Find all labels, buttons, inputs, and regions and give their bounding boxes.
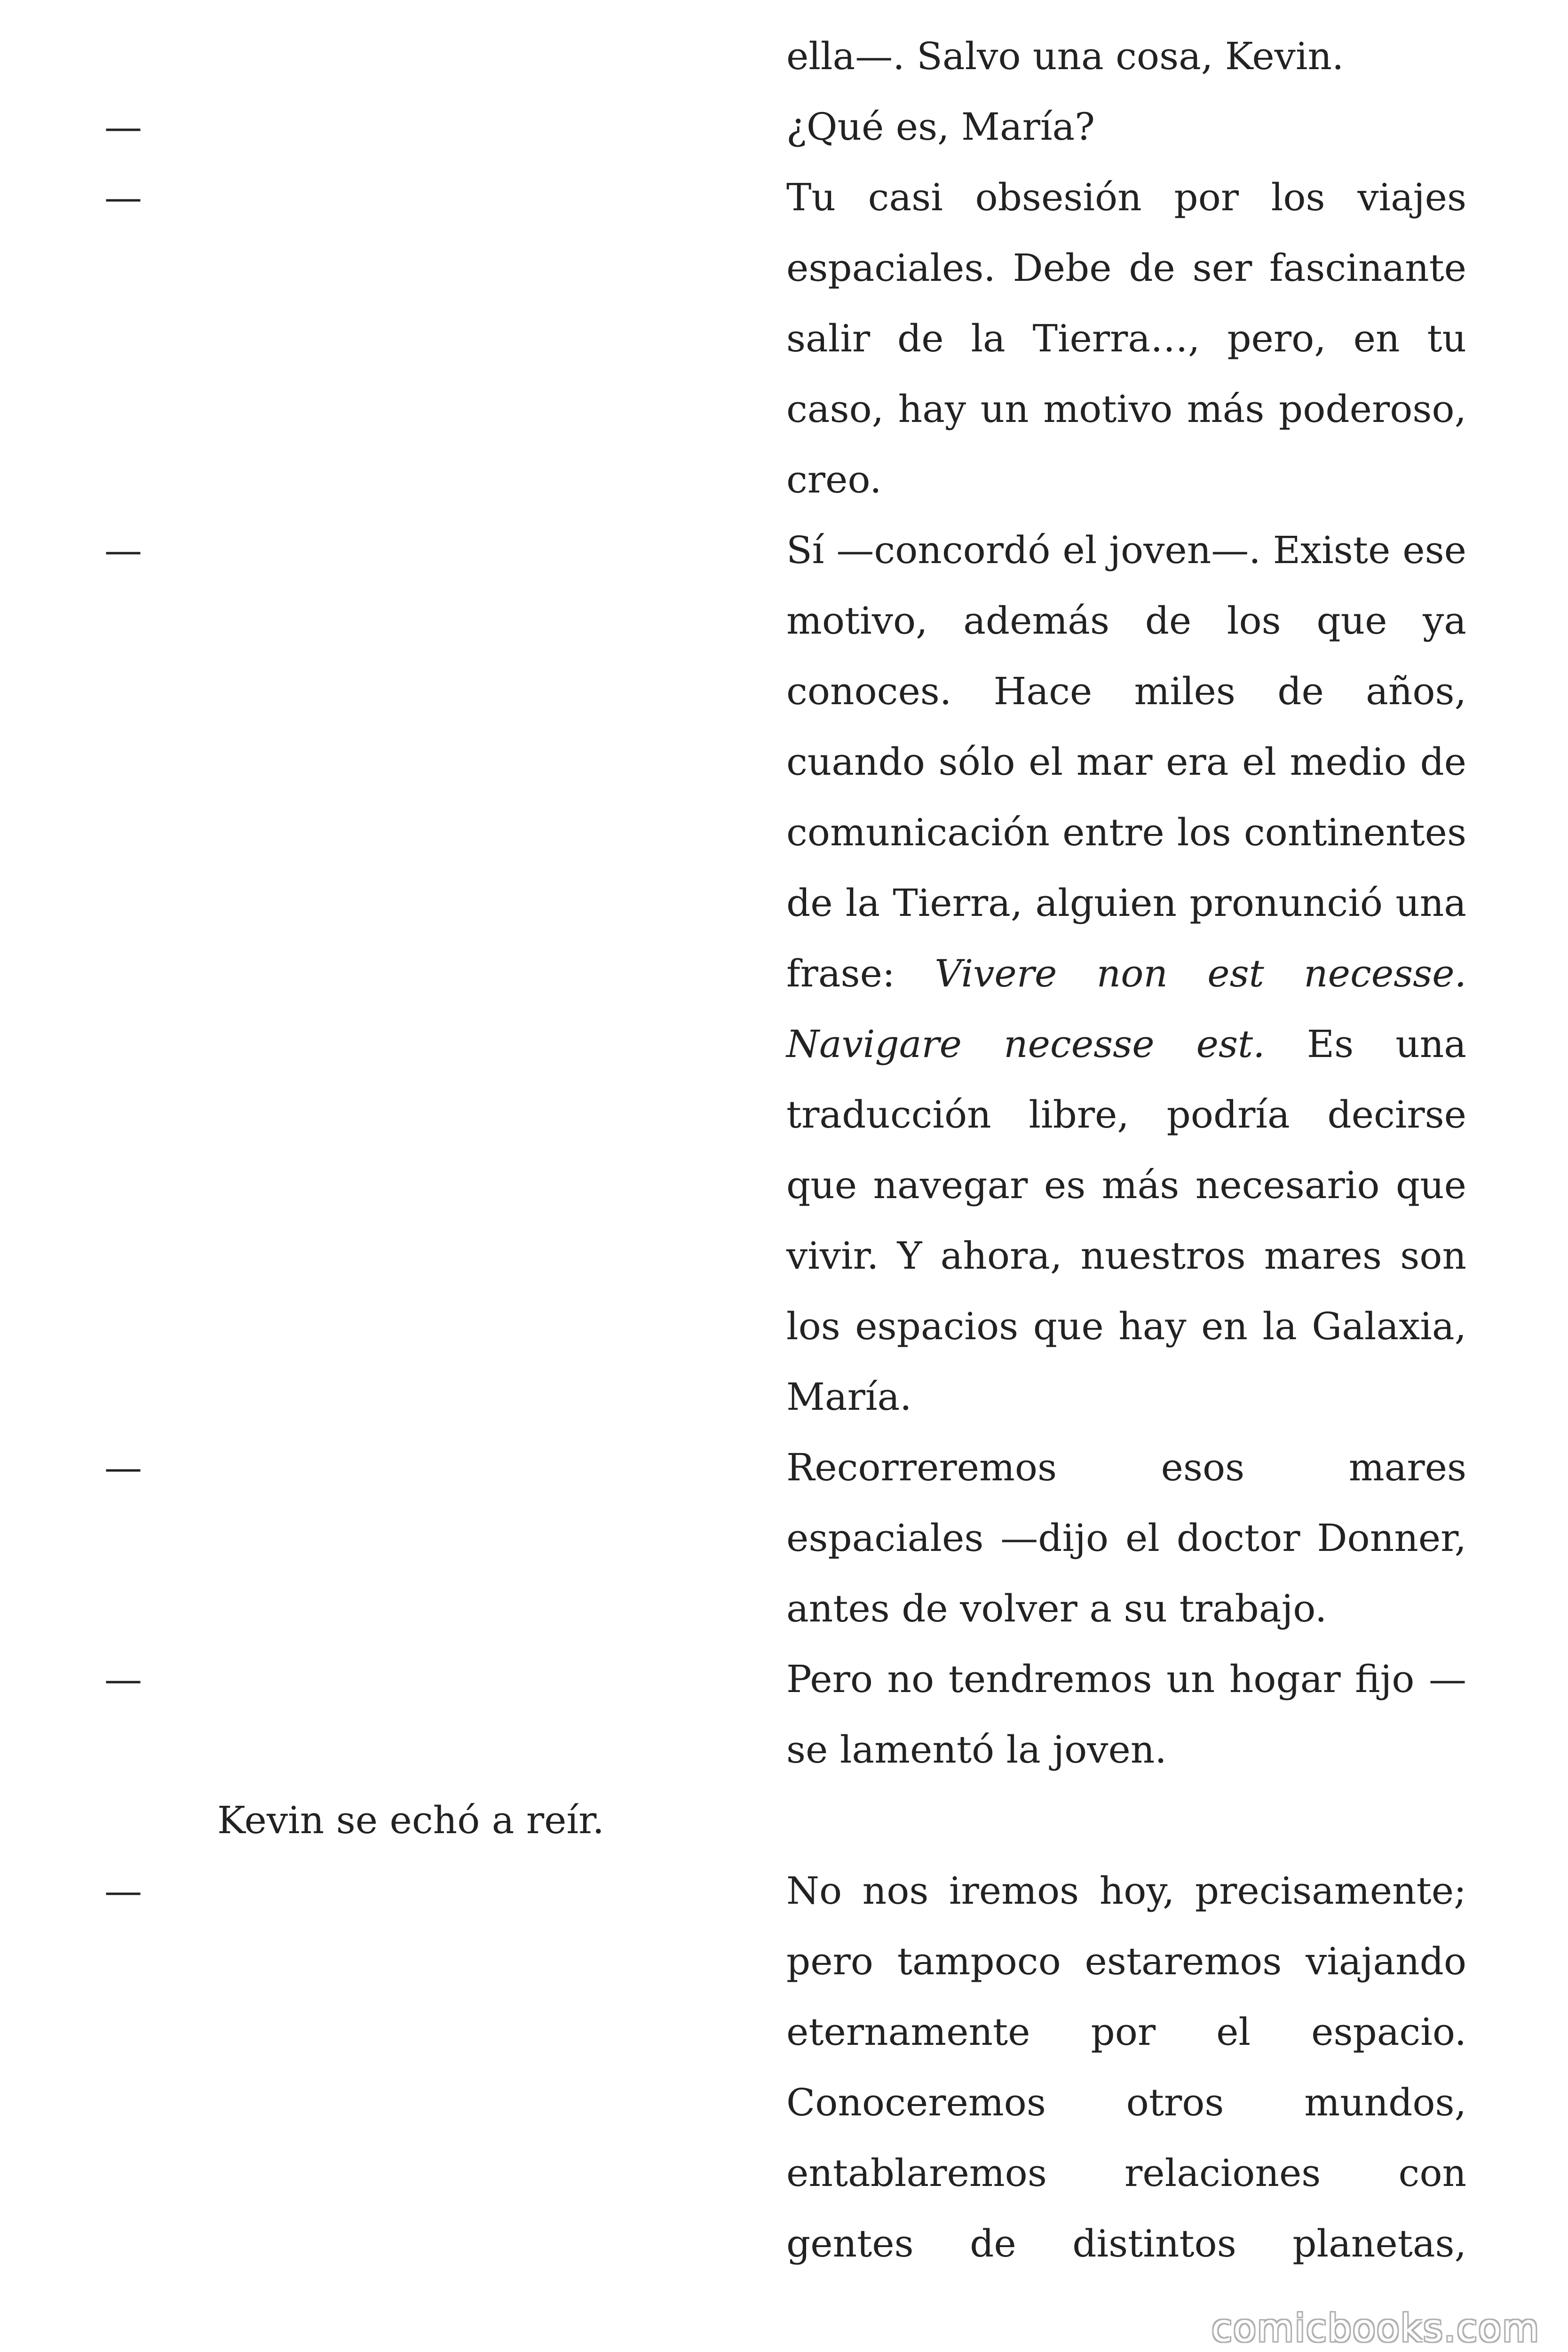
dialogue-dash: — bbox=[104, 1446, 142, 1489]
dialogue-dash: — bbox=[104, 105, 142, 149]
dialogue-dash: — bbox=[104, 1657, 142, 1701]
paragraph-text: Sí —concordó el joven—. Existe ese motivo, además de los que ya conoces. Hace miles de años, cuando sólo el mar era el medio de comunicación entre los continentes de la Tierra, alguien pronunció una frase: bbox=[786, 528, 1466, 995]
dialogue-dash: — bbox=[104, 1869, 142, 1913]
paragraph-text: Es una traducción libre, podría decirse que navegar es más necesario que vivir. Y ahora, nuestros mares son los espacios que hay en la Galaxia, María. bbox=[786, 1022, 1466, 1419]
paragraph-continuation: ella—. Salvo una cosa, Kevin. bbox=[786, 34, 1344, 78]
latin-quote: Vivere non est necesse. Navigare necesse est. bbox=[786, 952, 1467, 1066]
dialogue-paragraph: Tu casi obsesión por los viajes espaciales. Debe de ser fascinante salir de la Tierra…, pero, en tu caso, hay un motivo más poderoso, creo. bbox=[786, 175, 1466, 501]
dialogue-paragraph bbox=[786, 515, 1466, 1432]
dialogue-dash: — bbox=[104, 175, 142, 219]
dialogue-paragraph: Pero no tendremos un hogar fijo — se lamentó la joven. bbox=[786, 1657, 1466, 1772]
dialogue-paragraph: No nos iremos hoy, precisamente; pero tampoco estaremos viajando eternamente por el espacio. Conoceremos otros mundos, entablaremos relaciones con gentes de distintos planetas, bbox=[786, 1869, 1466, 2265]
dialogue-dash: — bbox=[104, 528, 142, 572]
narration-line: Kevin se echó a reír. bbox=[217, 1798, 604, 1842]
watermark: comicbooks.com bbox=[1211, 2306, 1540, 2350]
dialogue-paragraph: ¿Qué es, María? bbox=[786, 105, 1095, 149]
dialogue-paragraph: Recorreremos esos mares espaciales —dijo el doctor Donner, antes de volver a su trabajo. bbox=[786, 1446, 1466, 1630]
